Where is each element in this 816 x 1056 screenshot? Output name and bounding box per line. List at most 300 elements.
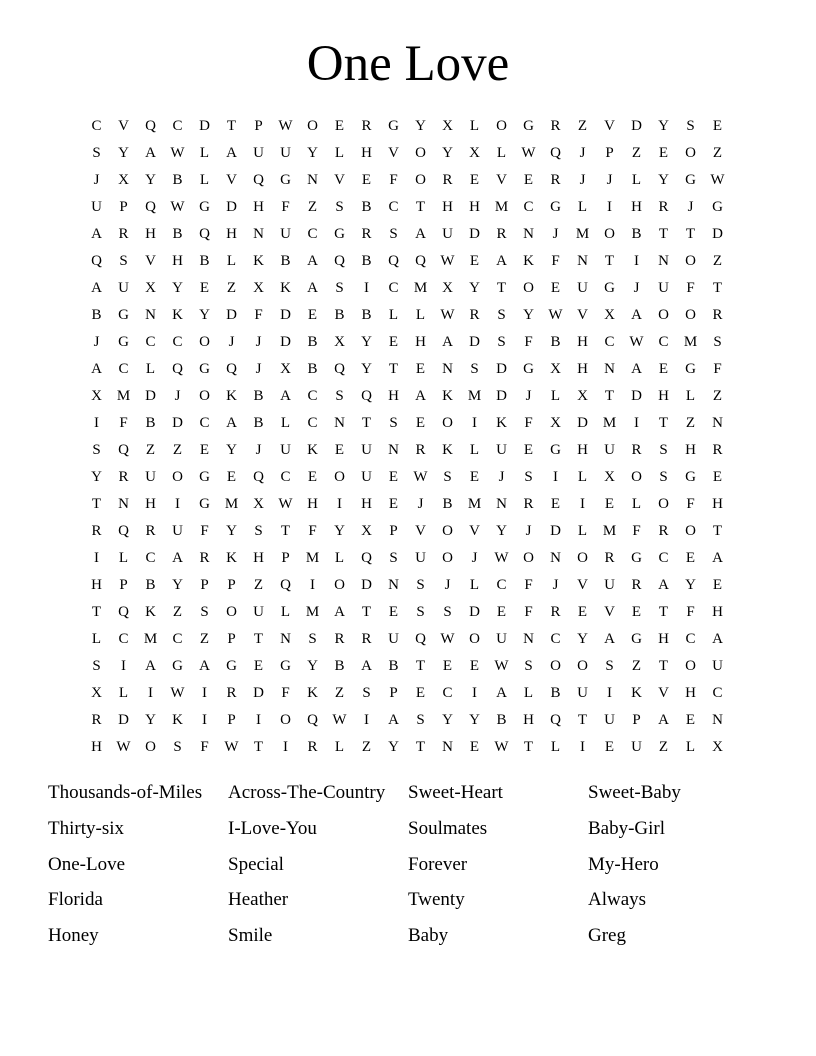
grid-letter[interactable]: V <box>469 523 480 539</box>
grid-letter[interactable]: P <box>389 685 398 701</box>
grid-letter[interactable]: Y <box>226 442 237 458</box>
grid-letter[interactable]: A <box>91 361 102 377</box>
grid-letter[interactable]: D <box>496 361 507 377</box>
grid-letter[interactable]: U <box>577 685 588 701</box>
grid-letter[interactable]: Y <box>469 280 480 296</box>
grid-letter[interactable]: H <box>172 253 183 269</box>
grid-letter[interactable]: Y <box>361 361 372 377</box>
grid-letter[interactable]: Y <box>145 712 156 728</box>
grid-letter[interactable]: A <box>199 658 210 674</box>
grid-letter[interactable]: R <box>334 631 345 647</box>
grid-letter[interactable]: W <box>278 118 293 134</box>
grid-letter[interactable]: S <box>659 469 668 485</box>
grid-letter[interactable]: Z <box>658 739 669 755</box>
grid-letter[interactable]: L <box>226 253 237 269</box>
grid-letter[interactable]: Q <box>226 361 237 377</box>
grid-letter[interactable]: I <box>256 712 261 728</box>
grid-letter[interactable]: M <box>602 523 617 539</box>
grid-letter[interactable]: E <box>658 145 669 161</box>
grid-letter[interactable]: T <box>253 739 264 755</box>
grid-letter[interactable]: W <box>116 739 131 755</box>
grid-letter[interactable]: C <box>199 415 210 431</box>
grid-letter[interactable]: A <box>91 280 102 296</box>
grid-letter[interactable]: X <box>253 496 264 512</box>
grid-letter[interactable]: Q <box>415 253 426 269</box>
grid-letter[interactable]: I <box>202 685 207 701</box>
grid-letter[interactable]: B <box>442 496 453 512</box>
grid-letter[interactable]: N <box>658 253 669 269</box>
grid-letter[interactable]: N <box>280 631 291 647</box>
grid-letter[interactable]: G <box>550 199 561 215</box>
grid-letter[interactable]: E <box>388 334 399 350</box>
grid-letter[interactable]: K <box>172 307 183 323</box>
grid-letter[interactable]: Q <box>199 226 210 242</box>
grid-letter[interactable]: A <box>631 307 642 323</box>
grid-letter[interactable]: D <box>361 577 372 593</box>
grid-letter[interactable]: O <box>658 496 669 512</box>
grid-letter[interactable]: C <box>172 334 183 350</box>
grid-letter[interactable]: J <box>579 145 586 161</box>
grid-letter[interactable]: F <box>686 604 695 620</box>
grid-letter[interactable]: I <box>364 280 369 296</box>
grid-letter[interactable]: Q <box>145 199 156 215</box>
grid-letter[interactable]: W <box>494 550 509 566</box>
grid-letter[interactable]: Z <box>712 145 723 161</box>
grid-letter[interactable]: U <box>577 280 588 296</box>
grid-letter[interactable]: U <box>280 226 291 242</box>
grid-letter[interactable]: A <box>172 550 183 566</box>
grid-letter[interactable]: F <box>524 334 533 350</box>
grid-letter[interactable]: M <box>143 631 158 647</box>
grid-letter[interactable]: R <box>469 307 480 323</box>
grid-letter[interactable]: Q <box>118 523 129 539</box>
grid-letter[interactable]: U <box>145 469 156 485</box>
grid-letter[interactable]: R <box>118 226 129 242</box>
grid-letter[interactable]: Q <box>307 712 318 728</box>
grid-letter[interactable]: R <box>496 226 507 242</box>
grid-letter[interactable]: O <box>577 658 588 674</box>
grid-letter[interactable]: V <box>604 118 615 134</box>
grid-letter[interactable]: U <box>280 145 291 161</box>
grid-letter[interactable]: G <box>280 658 291 674</box>
grid-letter[interactable]: T <box>415 658 426 674</box>
grid-letter[interactable]: Y <box>307 658 318 674</box>
grid-letter[interactable]: Y <box>442 712 453 728</box>
grid-letter[interactable]: B <box>550 334 561 350</box>
grid-letter[interactable]: B <box>253 415 264 431</box>
grid-letter[interactable]: C <box>712 685 723 701</box>
grid-letter[interactable]: J <box>417 496 424 512</box>
grid-letter[interactable]: V <box>226 172 237 188</box>
grid-letter[interactable]: O <box>604 226 615 242</box>
grid-letter[interactable]: A <box>91 226 102 242</box>
grid-letter[interactable]: R <box>631 577 642 593</box>
grid-letter[interactable]: T <box>415 739 426 755</box>
grid-letter[interactable]: L <box>469 577 480 593</box>
grid-letter[interactable]: I <box>121 658 126 674</box>
grid-letter[interactable]: G <box>712 199 723 215</box>
grid-letter[interactable]: O <box>523 550 534 566</box>
grid-letter[interactable]: I <box>94 550 99 566</box>
grid-letter[interactable]: C <box>307 415 318 431</box>
grid-letter[interactable]: S <box>497 307 506 323</box>
grid-letter[interactable]: C <box>145 550 156 566</box>
grid-letter[interactable]: W <box>440 253 455 269</box>
grid-letter[interactable]: L <box>280 415 291 431</box>
grid-letter[interactable]: S <box>443 604 452 620</box>
grid-letter[interactable]: J <box>633 280 640 296</box>
grid-letter[interactable]: H <box>523 712 534 728</box>
grid-letter[interactable]: U <box>631 739 642 755</box>
grid-letter[interactable]: O <box>442 523 453 539</box>
grid-letter[interactable]: T <box>577 712 588 728</box>
grid-letter[interactable]: Z <box>631 658 642 674</box>
grid-letter[interactable]: O <box>415 145 426 161</box>
grid-letter[interactable]: Z <box>307 199 318 215</box>
grid-letter[interactable]: D <box>280 334 291 350</box>
grid-letter[interactable]: Z <box>577 118 588 134</box>
grid-letter[interactable]: L <box>577 199 588 215</box>
grid-letter[interactable]: C <box>685 631 696 647</box>
grid-letter[interactable]: G <box>685 172 696 188</box>
grid-letter[interactable]: F <box>254 307 263 323</box>
grid-letter[interactable]: V <box>577 577 588 593</box>
grid-letter[interactable]: D <box>712 226 723 242</box>
grid-letter[interactable]: B <box>199 253 210 269</box>
grid-letter[interactable]: T <box>253 631 264 647</box>
grid-letter[interactable]: E <box>631 604 642 620</box>
grid-letter[interactable]: R <box>631 442 642 458</box>
grid-letter[interactable]: Y <box>172 577 183 593</box>
grid-letter[interactable]: W <box>494 739 509 755</box>
grid-letter[interactable]: R <box>361 631 372 647</box>
grid-letter[interactable]: V <box>658 685 669 701</box>
grid-letter[interactable]: D <box>145 388 156 404</box>
grid-letter[interactable]: Y <box>91 469 102 485</box>
grid-letter[interactable]: E <box>469 253 480 269</box>
grid-letter[interactable]: F <box>524 604 533 620</box>
grid-letter[interactable]: S <box>200 604 209 620</box>
grid-letter[interactable]: H <box>226 226 237 242</box>
grid-letter[interactable]: N <box>118 496 129 512</box>
grid-letter[interactable]: S <box>713 334 722 350</box>
grid-letter[interactable]: W <box>440 307 455 323</box>
grid-letter[interactable]: C <box>118 631 129 647</box>
grid-letter[interactable]: E <box>307 469 318 485</box>
grid-letter[interactable]: G <box>280 172 291 188</box>
grid-letter[interactable]: J <box>93 172 100 188</box>
grid-letter[interactable]: A <box>280 388 291 404</box>
grid-letter[interactable]: N <box>550 550 561 566</box>
grid-letter[interactable]: V <box>334 172 345 188</box>
grid-letter[interactable]: M <box>467 388 482 404</box>
grid-letter[interactable]: O <box>469 631 480 647</box>
grid-letter[interactable]: K <box>145 604 156 620</box>
grid-letter[interactable]: N <box>712 712 723 728</box>
grid-letter[interactable]: G <box>226 658 237 674</box>
grid-letter[interactable]: O <box>145 739 156 755</box>
grid-letter[interactable]: G <box>550 442 561 458</box>
grid-letter[interactable]: H <box>712 496 723 512</box>
grid-letter[interactable]: E <box>712 469 723 485</box>
grid-letter[interactable]: F <box>686 280 695 296</box>
grid-letter[interactable]: P <box>605 145 614 161</box>
grid-letter[interactable]: E <box>253 658 264 674</box>
grid-letter[interactable]: F <box>308 523 317 539</box>
grid-letter[interactable]: K <box>523 253 534 269</box>
grid-letter[interactable]: E <box>469 469 480 485</box>
grid-letter[interactable]: U <box>172 523 183 539</box>
grid-letter[interactable]: L <box>415 307 426 323</box>
grid-letter[interactable]: Z <box>631 145 642 161</box>
grid-letter[interactable]: W <box>278 496 293 512</box>
grid-letter[interactable]: X <box>91 685 102 701</box>
grid-letter[interactable]: Y <box>118 145 129 161</box>
grid-letter[interactable]: T <box>712 523 723 539</box>
grid-letter[interactable]: Z <box>172 442 183 458</box>
grid-letter[interactable]: J <box>606 172 613 188</box>
grid-letter[interactable]: K <box>442 442 453 458</box>
grid-letter[interactable]: J <box>444 577 451 593</box>
grid-letter[interactable]: D <box>550 523 561 539</box>
grid-letter[interactable]: N <box>442 361 453 377</box>
grid-letter[interactable]: Y <box>577 631 588 647</box>
grid-letter[interactable]: D <box>199 118 210 134</box>
grid-letter[interactable]: E <box>550 496 561 512</box>
grid-letter[interactable]: G <box>334 226 345 242</box>
grid-letter[interactable]: W <box>170 145 185 161</box>
grid-letter[interactable]: Y <box>199 307 210 323</box>
grid-letter[interactable]: A <box>496 685 507 701</box>
grid-letter[interactable]: I <box>364 712 369 728</box>
grid-letter[interactable]: G <box>118 334 129 350</box>
grid-letter[interactable]: A <box>415 226 426 242</box>
grid-letter[interactable]: Y <box>496 523 507 539</box>
grid-letter[interactable]: R <box>199 550 210 566</box>
grid-letter[interactable]: S <box>92 658 101 674</box>
grid-letter[interactable]: O <box>658 307 669 323</box>
grid-letter[interactable]: B <box>91 307 102 323</box>
grid-letter[interactable]: E <box>388 496 399 512</box>
grid-letter[interactable]: H <box>253 199 264 215</box>
grid-letter[interactable]: K <box>631 685 642 701</box>
grid-letter[interactable]: O <box>334 577 345 593</box>
grid-letter[interactable]: A <box>631 361 642 377</box>
grid-letter[interactable]: T <box>388 361 399 377</box>
grid-letter[interactable]: T <box>604 388 615 404</box>
grid-letter[interactable]: H <box>577 361 588 377</box>
grid-letter[interactable]: O <box>685 253 696 269</box>
grid-letter[interactable]: R <box>91 712 102 728</box>
grid-letter[interactable]: Q <box>550 145 561 161</box>
grid-letter[interactable]: I <box>202 712 207 728</box>
grid-letter[interactable]: N <box>496 496 507 512</box>
grid-letter[interactable]: R <box>604 550 615 566</box>
grid-letter[interactable]: E <box>523 442 534 458</box>
grid-letter[interactable]: Y <box>307 145 318 161</box>
grid-letter[interactable]: P <box>632 712 641 728</box>
grid-letter[interactable]: W <box>170 199 185 215</box>
grid-letter[interactable]: M <box>467 496 482 512</box>
grid-letter[interactable]: X <box>253 280 264 296</box>
grid-letter[interactable]: L <box>550 739 561 755</box>
grid-letter[interactable]: C <box>145 334 156 350</box>
grid-letter[interactable]: B <box>550 685 561 701</box>
grid-letter[interactable]: H <box>469 199 480 215</box>
grid-letter[interactable]: Q <box>361 388 372 404</box>
grid-letter[interactable]: O <box>550 658 561 674</box>
grid-letter[interactable]: W <box>440 631 455 647</box>
grid-letter[interactable]: N <box>145 307 156 323</box>
grid-letter[interactable]: P <box>227 577 236 593</box>
grid-letter[interactable]: F <box>281 685 290 701</box>
grid-letter[interactable]: L <box>550 388 561 404</box>
grid-letter[interactable]: G <box>523 118 534 134</box>
grid-letter[interactable]: H <box>388 388 399 404</box>
grid-letter[interactable]: A <box>712 631 723 647</box>
grid-letter[interactable]: X <box>442 118 453 134</box>
grid-letter[interactable]: T <box>658 415 669 431</box>
grid-letter[interactable]: X <box>361 523 372 539</box>
grid-letter[interactable]: B <box>388 658 399 674</box>
grid-letter[interactable]: C <box>307 388 318 404</box>
grid-letter[interactable]: X <box>604 469 615 485</box>
grid-letter[interactable]: E <box>199 280 210 296</box>
grid-letter[interactable]: F <box>686 496 695 512</box>
grid-letter[interactable]: H <box>712 604 723 620</box>
grid-letter[interactable]: B <box>334 658 345 674</box>
grid-letter[interactable]: S <box>119 253 128 269</box>
grid-letter[interactable]: T <box>604 253 615 269</box>
grid-letter[interactable]: Y <box>226 523 237 539</box>
grid-letter[interactable]: Q <box>118 442 129 458</box>
grid-letter[interactable]: C <box>307 226 318 242</box>
grid-letter[interactable]: W <box>494 658 509 674</box>
grid-letter[interactable]: B <box>172 226 183 242</box>
grid-letter[interactable]: G <box>685 361 696 377</box>
grid-letter[interactable]: O <box>172 469 183 485</box>
grid-letter[interactable]: Z <box>334 685 345 701</box>
grid-letter[interactable]: G <box>631 550 642 566</box>
grid-letter[interactable]: H <box>685 442 696 458</box>
grid-letter[interactable]: J <box>687 199 694 215</box>
grid-letter[interactable]: Z <box>199 631 210 647</box>
grid-letter[interactable]: S <box>308 631 317 647</box>
grid-letter[interactable]: P <box>227 712 236 728</box>
grid-letter[interactable]: U <box>712 658 723 674</box>
grid-letter[interactable]: S <box>173 739 182 755</box>
grid-letter[interactable]: U <box>361 469 372 485</box>
grid-letter[interactable]: C <box>523 199 534 215</box>
grid-letter[interactable]: Q <box>388 253 399 269</box>
grid-letter[interactable]: J <box>579 172 586 188</box>
grid-letter[interactable]: L <box>469 118 480 134</box>
grid-letter[interactable]: P <box>119 199 128 215</box>
grid-letter[interactable]: G <box>631 631 642 647</box>
grid-letter[interactable]: R <box>550 172 561 188</box>
grid-letter[interactable]: F <box>551 253 560 269</box>
grid-letter[interactable]: F <box>524 577 533 593</box>
grid-letter[interactable]: M <box>575 226 590 242</box>
grid-letter[interactable]: E <box>469 739 480 755</box>
grid-letter[interactable]: J <box>228 334 235 350</box>
grid-letter[interactable]: H <box>145 496 156 512</box>
grid-letter[interactable]: A <box>145 145 156 161</box>
grid-letter[interactable]: K <box>172 712 183 728</box>
grid-letter[interactable]: S <box>335 199 344 215</box>
grid-letter[interactable]: T <box>415 199 426 215</box>
grid-letter[interactable]: B <box>361 253 372 269</box>
grid-letter[interactable]: O <box>226 604 237 620</box>
grid-letter[interactable]: P <box>254 118 263 134</box>
grid-letter[interactable]: E <box>415 361 426 377</box>
grid-letter[interactable]: L <box>631 172 642 188</box>
grid-letter[interactable]: H <box>685 685 696 701</box>
grid-letter[interactable]: Q <box>334 361 345 377</box>
grid-letter[interactable]: A <box>334 604 345 620</box>
grid-letter[interactable]: J <box>174 388 181 404</box>
grid-letter[interactable]: L <box>280 604 291 620</box>
grid-letter[interactable]: S <box>443 469 452 485</box>
grid-letter[interactable]: S <box>335 388 344 404</box>
grid-letter[interactable]: C <box>496 577 507 593</box>
grid-letter[interactable]: C <box>91 118 102 134</box>
grid-letter[interactable]: D <box>172 415 183 431</box>
grid-letter[interactable]: Y <box>523 307 534 323</box>
grid-letter[interactable]: H <box>631 199 642 215</box>
grid-letter[interactable]: Z <box>712 253 723 269</box>
grid-letter[interactable]: O <box>523 280 534 296</box>
grid-letter[interactable]: T <box>685 226 696 242</box>
grid-letter[interactable]: N <box>523 226 534 242</box>
grid-letter[interactable]: V <box>415 523 426 539</box>
grid-letter[interactable]: R <box>226 685 237 701</box>
grid-letter[interactable]: L <box>118 550 129 566</box>
grid-letter[interactable]: Q <box>91 253 102 269</box>
grid-letter[interactable]: M <box>683 334 698 350</box>
grid-letter[interactable]: Q <box>253 469 264 485</box>
grid-letter[interactable]: J <box>525 523 532 539</box>
grid-letter[interactable]: O <box>415 172 426 188</box>
grid-letter[interactable]: W <box>224 739 239 755</box>
grid-letter[interactable]: N <box>604 361 615 377</box>
grid-letter[interactable]: U <box>496 631 507 647</box>
grid-letter[interactable]: S <box>605 658 614 674</box>
grid-letter[interactable]: L <box>91 631 102 647</box>
grid-letter[interactable]: L <box>334 145 345 161</box>
grid-letter[interactable]: T <box>658 604 669 620</box>
grid-letter[interactable]: O <box>577 550 588 566</box>
grid-letter[interactable]: K <box>442 388 453 404</box>
grid-letter[interactable]: H <box>361 496 372 512</box>
grid-letter[interactable]: S <box>389 226 398 242</box>
grid-letter[interactable]: F <box>389 172 398 188</box>
grid-letter[interactable]: A <box>145 658 156 674</box>
grid-letter[interactable]: R <box>361 118 372 134</box>
grid-letter[interactable]: D <box>118 712 129 728</box>
grid-letter[interactable]: H <box>307 496 318 512</box>
grid-letter[interactable]: O <box>442 415 453 431</box>
grid-letter[interactable]: B <box>172 172 183 188</box>
grid-letter[interactable]: R <box>145 523 156 539</box>
grid-letter[interactable]: B <box>145 577 156 593</box>
grid-letter[interactable]: L <box>577 469 588 485</box>
grid-letter[interactable]: B <box>145 415 156 431</box>
grid-letter[interactable]: Q <box>280 577 291 593</box>
grid-letter[interactable]: E <box>712 118 723 134</box>
grid-letter[interactable]: O <box>685 523 696 539</box>
grid-letter[interactable]: Z <box>226 280 237 296</box>
